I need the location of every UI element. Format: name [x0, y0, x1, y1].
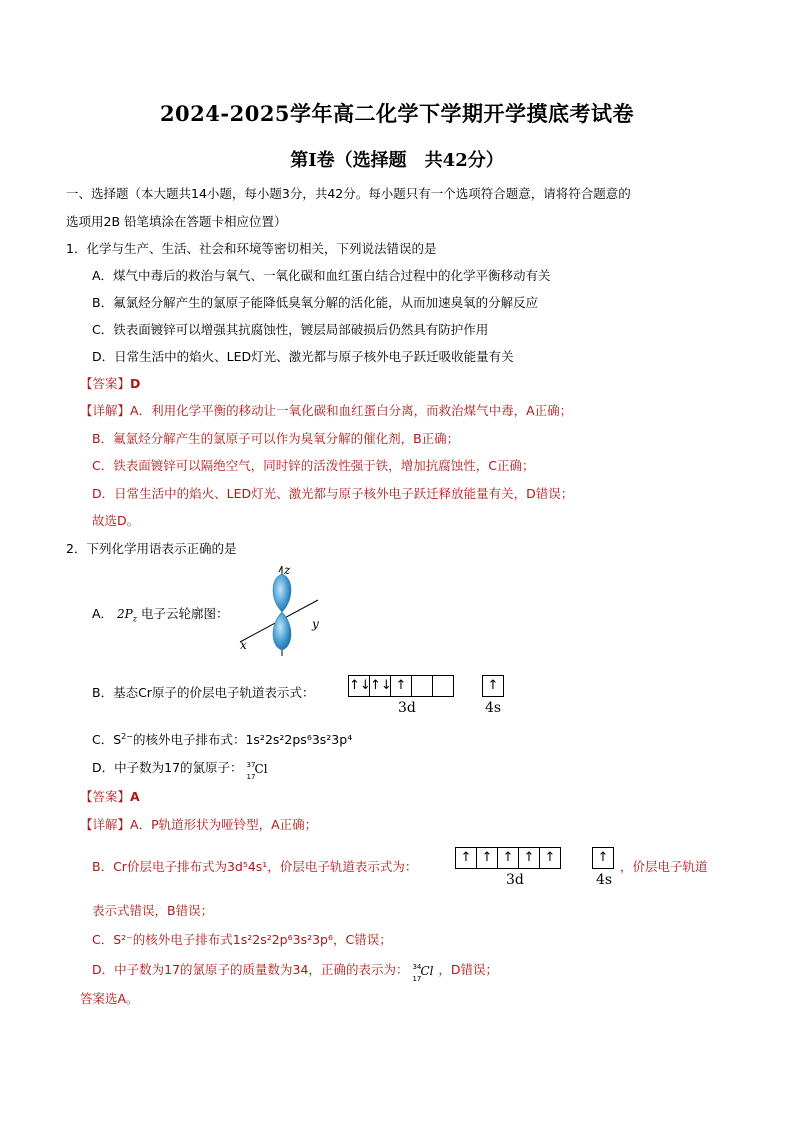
q2-option-a-orbital: 2P — [117, 607, 133, 621]
q2-b-3d-boxes — [349, 674, 454, 697]
q2-detail-3d-box-5: ↑ — [539, 847, 561, 869]
page-title: 2024-2025学年高二化学下学期开学摸底考试卷 — [159, 101, 635, 126]
q1-answer — [80, 376, 140, 392]
q2-detail-b-line1: B．Cr价层电子排布式为3d⁵4s¹，价层电子轨道表示式为： — [92, 859, 418, 874]
q2-detail-a: 【详解】A．P轨道形状为哑铃型，A正确； — [80, 817, 318, 832]
q2-answer-value: A — [130, 789, 140, 804]
q2-detail-b-4s-boxes — [593, 846, 614, 869]
section-intro-line1: 一、选择题（本大题共14小题，每小题3分，共42分。每小题只有一个选项符合题意，请将符合题意的 — [66, 186, 631, 201]
section-title: 第Ⅰ卷（选择题 共42分） — [290, 150, 504, 171]
q2-detail-label: 【详解】 — [80, 817, 131, 832]
q2-answer-label: 【答案】 — [80, 789, 131, 804]
q1-option-d: D．日常生活中的焰火、LED灯光、激光都与原子核外电子跃迁吸收能量有关 — [92, 349, 514, 364]
q2-option-a-orbital-sub: z — [132, 614, 137, 624]
q2-d-isotope: 37 17 Cl — [246, 760, 268, 781]
axis-y-label: y — [312, 617, 319, 631]
q1-detail-c: C．铁表面镀锌可以隔绝空气，同时锌的活泼性强于铁，增加抗腐蚀性，C正确； — [92, 458, 535, 473]
q2-detail-d: D．中子数为17的氯原子的质量数为34，正确的表示为： 34 17 Cl ，D错误； — [92, 962, 499, 983]
q2-detail-3d-box-4: ↑ — [518, 847, 540, 869]
q1-detail-d: D．日常生活中的焰火、LED灯光、激光都与原子核外电子跃迁释放能量有关，D错误； — [92, 486, 574, 501]
q2-detail-label-4s: 4s — [596, 872, 613, 888]
q2-b-3d-box-1: ↑↓ — [348, 675, 370, 697]
q2-b-4s-box-1: ↑ — [482, 675, 504, 697]
q2-detail-label-3d: 3d — [506, 872, 524, 888]
p-orbital-diagram — [234, 560, 330, 660]
q2-detail-4s-box-1: ↑ — [592, 847, 614, 869]
q2-option-c: C．$S^{2-}$的核外电子排布式：1s²2s²2ps⁶3s²3p⁴ — [92, 732, 353, 748]
axis-x-label: x — [240, 638, 247, 652]
q2-option-d: D．中子数为17的氯原子： 37 17 Cl — [92, 760, 268, 781]
q2-b-label-3d: 3d — [398, 700, 416, 716]
upper-lobe — [273, 574, 291, 612]
q2-b-label-4s: 4s — [485, 700, 502, 716]
q2-detail-3d-box-2: ↑ — [476, 847, 498, 869]
axis-z-label: z — [284, 563, 291, 577]
lower-lobe — [273, 612, 291, 650]
q2-stem: 2．下列化学用语表示正确的是 — [66, 541, 237, 556]
q2-detail-3d-box-3: ↑ — [497, 847, 519, 869]
q2-option-b: B．基态Cr原子的价层电子轨道表示式： — [92, 685, 315, 700]
q2-conclusion: 答案选A。 — [80, 991, 139, 1006]
q2-detail-d-isotope: 34 17 Cl — [412, 962, 434, 983]
q2-b-3d-box-3: ↑ — [390, 675, 412, 697]
q1-option-a: A．煤气中毒后的救治与氧气、一氧化碳和血红蛋白结合过程中的化学平衡移动有关 — [92, 268, 551, 283]
q1-answer-value: D — [130, 376, 141, 391]
q1-option-b: B．氟氯烃分解产生的氯原子能降低臭氧分解的活化能，从而加速臭氧的分解反应 — [92, 295, 539, 310]
q1-answer-label: 【答案】 — [80, 376, 131, 391]
q2-b-3d-box-5 — [432, 675, 454, 697]
section-intro-line2: 选项用2B 铅笔填涂在答题卡相应位置） — [66, 214, 287, 229]
q2-option-a-text: 电子云轮廓图： — [140, 606, 229, 621]
q1-detail-label: 【详解】 — [80, 403, 131, 418]
q2-detail-b-3d-boxes — [456, 846, 561, 869]
q1-option-c: C．铁表面镀锌可以增强其抗腐蚀性，镀层局部破损后仍然具有防护作用 — [92, 322, 489, 337]
q2-c-charge: 2− — [121, 732, 133, 741]
q1-detail-b: B．氟氯烃分解产生的氯原子可以作为臭氧分解的催化剂，B正确； — [92, 431, 460, 446]
q1-stem: 1．化学与生产、生活、社会和环境等密切相关，下列说法错误的是 — [66, 241, 437, 256]
q1-detail-a — [80, 403, 572, 419]
q2-b-4s-boxes — [483, 674, 504, 697]
q2-option-a-prefix: A． — [92, 606, 114, 621]
q2-detail-b-line3: 表示式错误，B错误； — [92, 903, 214, 918]
q2-detail-3d-box-1: ↑ — [455, 847, 477, 869]
q1-detail-a-text: A．利用化学平衡的移动让一氧化碳和血红蛋白分离，而救治煤气中毒，A正确； — [130, 403, 573, 418]
q1-conclusion: 故选D。 — [92, 513, 140, 528]
q2-answer — [80, 789, 140, 805]
q2-option-a — [92, 606, 228, 628]
q2-detail-b-line2: ，价层电子轨道 — [620, 859, 708, 874]
q2-detail-c: C．S²⁻的核外电子排布式1s²2s²2p⁶3s²3p⁶，C错误； — [92, 932, 392, 947]
q2-b-3d-box-2: ↑↓ — [369, 675, 391, 697]
q2-b-3d-box-4 — [411, 675, 433, 697]
